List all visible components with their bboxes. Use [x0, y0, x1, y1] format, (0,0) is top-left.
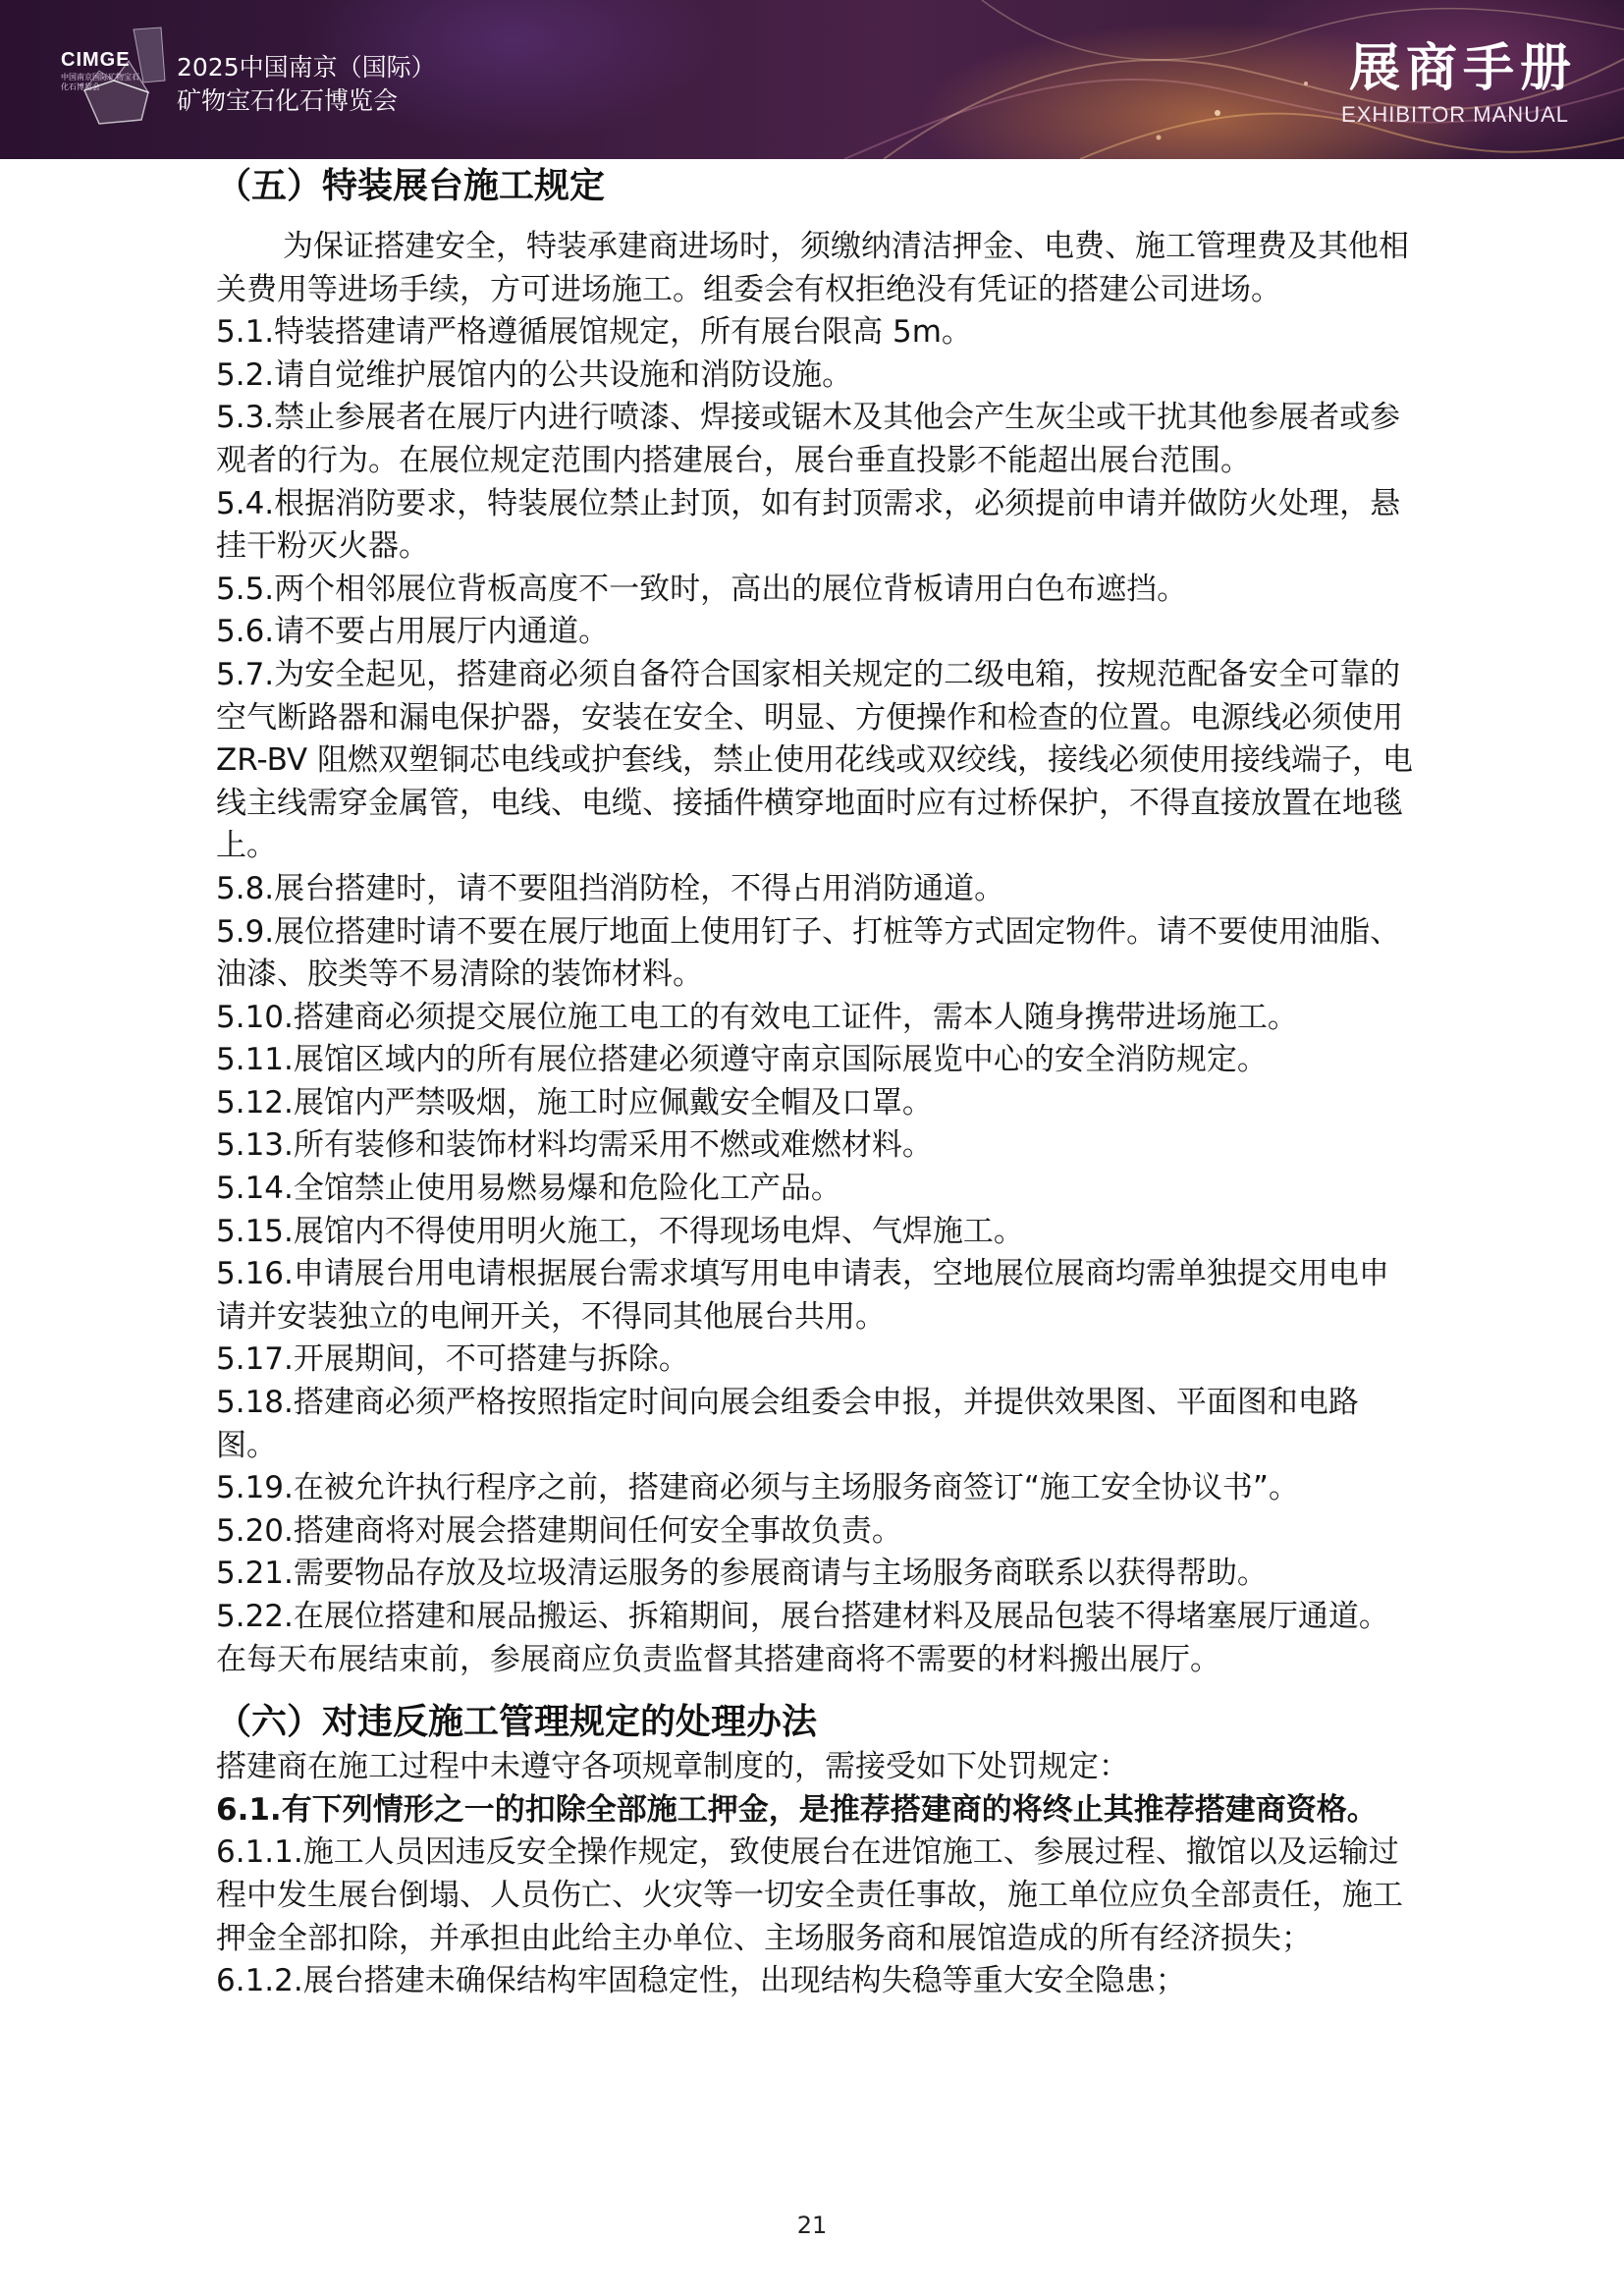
rule-item: 5.8.展台搭建时，请不要阻挡消防栓，不得占用消防通道。 [216, 870, 1005, 906]
rule-item: 5.6.请不要占用展厅内通道。 [216, 614, 610, 650]
rule-item: 5.3.禁止参展者在展厅内进行喷漆、焊接或锯木及其他会产生灰尘或干扰其他参展者或参观者的行为。在展位规定范围内搭建展台，展台垂直投影不能超出展台范围。 [216, 400, 1401, 478]
rule-item: 5.9.展位搭建时请不要在展厅地面上使用钉子、打桩等方式固定物件。请不要使用油脂、油漆、胶类等不易清除的装饰材料。 [216, 913, 1401, 993]
header-banner [0, 0, 1624, 159]
section5-rule-list [216, 311, 1414, 1681]
logo-subtext: 中国南京国际矿物宝石化石博览会 [61, 73, 139, 91]
rule-item: 5.11.展馆区域内的所有展位搭建必须遵守南京国际展览中心的安全消防规定。 [216, 1042, 1268, 1078]
manual-title: 展商手册 [1348, 39, 1577, 98]
rule-item: 5.15.展馆内不得使用明火施工，不得现场电焊、气焊施工。 [216, 1213, 1024, 1249]
rule-item: 5.4.根据消防要求，特装展位禁止封顶，如有封顶需求，必须提前申请并做防火处理，悬挂干粉灭火器。 [216, 485, 1401, 565]
expo-title-line2: 矿物宝石化石博览会 [177, 86, 399, 115]
page-number: 21 [796, 2212, 828, 2239]
cimge-logo [55, 22, 173, 130]
rule-item: 5.20.搭建商将对展会搭建期间任何安全事故负责。 [216, 1512, 902, 1549]
rule-item: 5.7.为安全起见，搭建商必须自备符合国家相关规定的二级电箱，按规范配备安全可靠的空气断路器和漏电保护器，安装在安全、明显、方便操作和检查的位置。电源线必须使用 ZR-BV 阻燃双塑铜芯电线或护套线，禁止使用花线或双绞线，接线必须使用接线端子，电线主线需穿金属管，电线、电缆、接插件横穿地面时应有过桥保护，不得直接放置在地毯上。 [216, 656, 1413, 864]
rule-item: 5.13.所有装修和装饰材料均需采用不燃或难燃材料。 [216, 1127, 933, 1164]
rule-item: 5.16.申请展台用电请根据展台需求填写用电申请表，空地展位展商均需单独提交用电申请并安装独立的电闸开关，不得同其他展台共用。 [216, 1256, 1389, 1335]
logo-text: CIMGE [61, 49, 131, 71]
rule-item: 5.21.需要物品存放及垃圾清运服务的参展商请与主场服务商联系以获得帮助。 [216, 1556, 1268, 1592]
expo-title [177, 51, 436, 118]
section6-intro: 搭建商在施工过程中未遵守各项规章制度的，需接受如下处罚规定： [216, 1749, 1129, 1785]
rule-item: 5.2.请自觉维护展馆内的公共设施和消防设施。 [216, 356, 853, 393]
rule-item: 5.10.搭建商必须提交展位施工电工的有效电工证件，需本人随身携带进场施工。 [216, 999, 1298, 1035]
rule-item: 5.22.在展位搭建和展品搬运、拆箱期间，展台搭建材料及展品包装不得堵塞展厅通道。在每天布展结束前，参展商应负责监督其搭建商将不需要的材料搬出展厅。 [216, 1599, 1389, 1677]
rule-item: 5.17.开展期间，不可搭建与拆除。 [216, 1341, 689, 1378]
rule-item: 5.1.特装搭建请严格遵循展馆规定，所有展台限高 5m。 [216, 314, 972, 351]
rule-item: 5.12.展馆内严禁吸烟，施工时应佩戴安全帽及口罩。 [216, 1084, 933, 1121]
document-body [216, 163, 1414, 2003]
section5-heading: （五）特装展台施工规定 [216, 166, 606, 206]
manual-subtitle: EXHIBITOR MANUAL [1341, 102, 1569, 127]
section6-heading: （六）对违反施工管理规定的处理办法 [216, 1702, 818, 1743]
penalty-item: 6.1.1.施工人员因违反安全操作规定，致使展台在进馆施工、参展过程、撤馆以及运输过程中发生展台倒塌、人员伤亡、火灾等一切安全责任事故，施工单位应负全部责任，施工押金全部扣除，并承担由此给主办单位、主场服务商和展馆造成的所有经济损失； [216, 1834, 1403, 1956]
section5-intro: 为保证搭建安全，特装承建商进场时，须缴纳清洁押金、电费、施工管理费及其他相关费用等进场手续，方可进场施工。组委会有权拒绝没有凭证的搭建公司进场。 [216, 229, 1409, 307]
penalty-item: 6.1.2.展台搭建未确保结构牢固稳定性，出现结构失稳等重大安全隐患； [216, 1963, 1186, 1999]
rule-item: 5.5.两个相邻展位背板高度不一致时，高出的展位背板请用白色布遮挡。 [216, 571, 1188, 607]
section6-bold-rule: 6.1.有下列情形之一的扣除全部施工押金，是推荐搭建商的将终止其推荐搭建商资格。 [216, 1791, 1378, 1828]
rule-item: 5.14.全馆禁止使用易燃易爆和危险化工产品。 [216, 1171, 841, 1207]
expo-title-line1: 2025中国南京（国际） [177, 53, 436, 82]
rule-item: 5.19.在被允许执行程序之前，搭建商必须与主场服务商签订“施工安全协议书”。 [216, 1470, 1299, 1506]
rule-item: 5.18.搭建商必须严格按照指定时间向展会组委会申报，并提供效果图、平面图和电路图。 [216, 1385, 1359, 1463]
